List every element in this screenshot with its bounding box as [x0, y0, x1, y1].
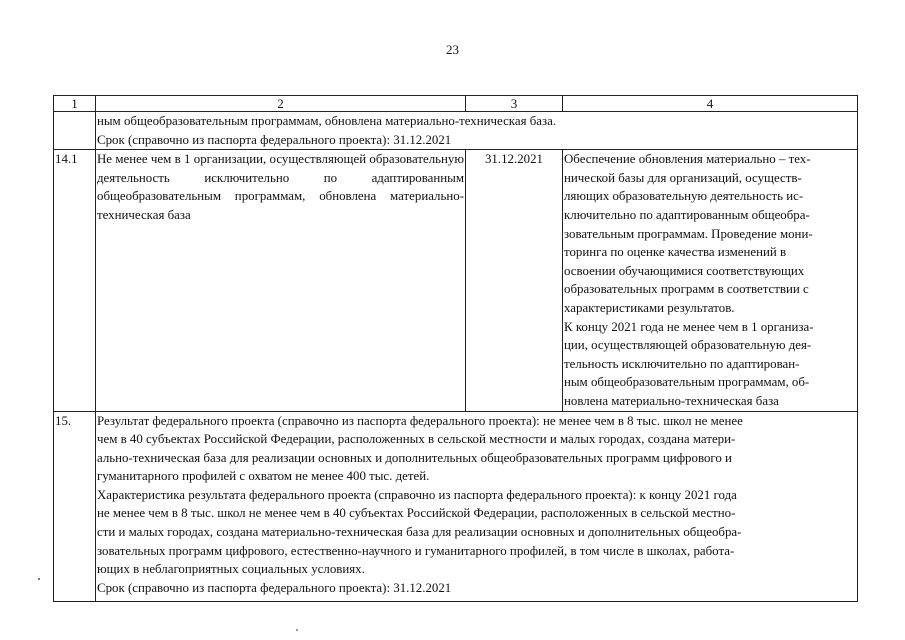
row-15-content	[96, 411, 858, 601]
row-characteristic	[563, 150, 858, 411]
result-line: Результат федерального проекта (справочно из паспорта федерального проекта): не менее чем в 8 тыс. школ не менее	[97, 413, 743, 428]
characteristic-line: ляющих образовательную деятельность ис-	[564, 189, 804, 204]
characteristic-line: тельность исключительно по адаптирован-	[564, 356, 800, 371]
result-line: Характеристика результата федерального проекта (справочно из паспорта федерального проекта): к концу 2021 года	[97, 487, 737, 502]
continuation-cell	[96, 112, 858, 150]
continuation-line-2: Срок (справочно из паспорта федерального проекта): 31.12.2021	[97, 132, 452, 147]
row-number: 14.1	[54, 150, 96, 411]
column-header-4: 4	[563, 96, 858, 112]
characteristic-line: Обеспечение обновления материально – тех-	[564, 152, 811, 167]
result-line: сти и малых городах, создана материально-техническая база для реализации основных и дополнительных общеобра-	[97, 525, 742, 540]
result-line: чем в 40 субъектах Российской Федерации, расположенных в сельской местности и малых городах, создана матери-	[97, 432, 736, 447]
column-header-3: 3	[466, 96, 563, 112]
row-number: 15.	[54, 411, 96, 601]
continuation-line-1: ным общеобразовательным программам, обновлена материально-техническая база.	[97, 114, 557, 128]
characteristic-line: ции, осуществляющей образовательную дея-	[564, 338, 812, 353]
result-line: гуманитарного профилей с охватом не менее 400 тыс. детей.	[97, 469, 430, 484]
table-row-15	[54, 411, 858, 601]
characteristic-line: ключительно по адаптированным общеобра-	[564, 207, 810, 222]
characteristic-line: торинга по оценке качества изменений в	[564, 245, 787, 260]
column-header-1: 1	[54, 96, 96, 112]
table-row-continuation	[54, 112, 858, 150]
result-line: ющих в неблагоприятных социальных условиях.	[97, 562, 365, 577]
result-line: не менее чем в 8 тыс. школ не менее чем в 40 субъектах Российской Федерации, расположенных в сельской местно-	[97, 506, 736, 521]
result-line: зовательных программ цифрового, естественно-научного и гуманитарного профилей, в том числе в школах, работа-	[97, 543, 735, 558]
characteristic-line: новлена материально-техническая база	[564, 393, 779, 408]
row-date: 31.12.2021	[466, 150, 563, 411]
document-table	[53, 95, 858, 602]
page-number: 23	[446, 42, 459, 57]
characteristic-line: характеристиками результатов.	[564, 300, 735, 315]
result-line: Срок (справочно из паспорта федерального проекта): 31.12.2021	[97, 580, 452, 595]
scan-speck	[38, 578, 40, 580]
characteristic-line: образовательных программ в соответствии с	[564, 282, 809, 297]
characteristic-line: зовательным программам. Проведение мони-	[564, 226, 813, 241]
table-row-14-1	[54, 150, 858, 411]
characteristic-line: ным общеобразовательным программам, об-	[564, 375, 810, 390]
characteristic-line: освоении обучающимися соответствующих	[564, 263, 805, 278]
characteristic-line: К концу 2021 года не менее чем в 1 организа-	[564, 319, 814, 334]
column-header-2: 2	[96, 96, 466, 112]
scan-speck	[296, 629, 298, 631]
characteristic-line: нической базы для организаций, осуществ-	[564, 170, 802, 185]
row-description: Не менее чем в 1 организации, осуществляющей образовательную деятельность исключительно по адаптированным общеобразовательным программам, обновлена материально-техническая база	[96, 150, 466, 411]
table-header-row	[54, 96, 858, 112]
result-line: ально-техническая база для реализации основных и дополнительных общеобразовательных программ цифрового и	[97, 450, 732, 465]
